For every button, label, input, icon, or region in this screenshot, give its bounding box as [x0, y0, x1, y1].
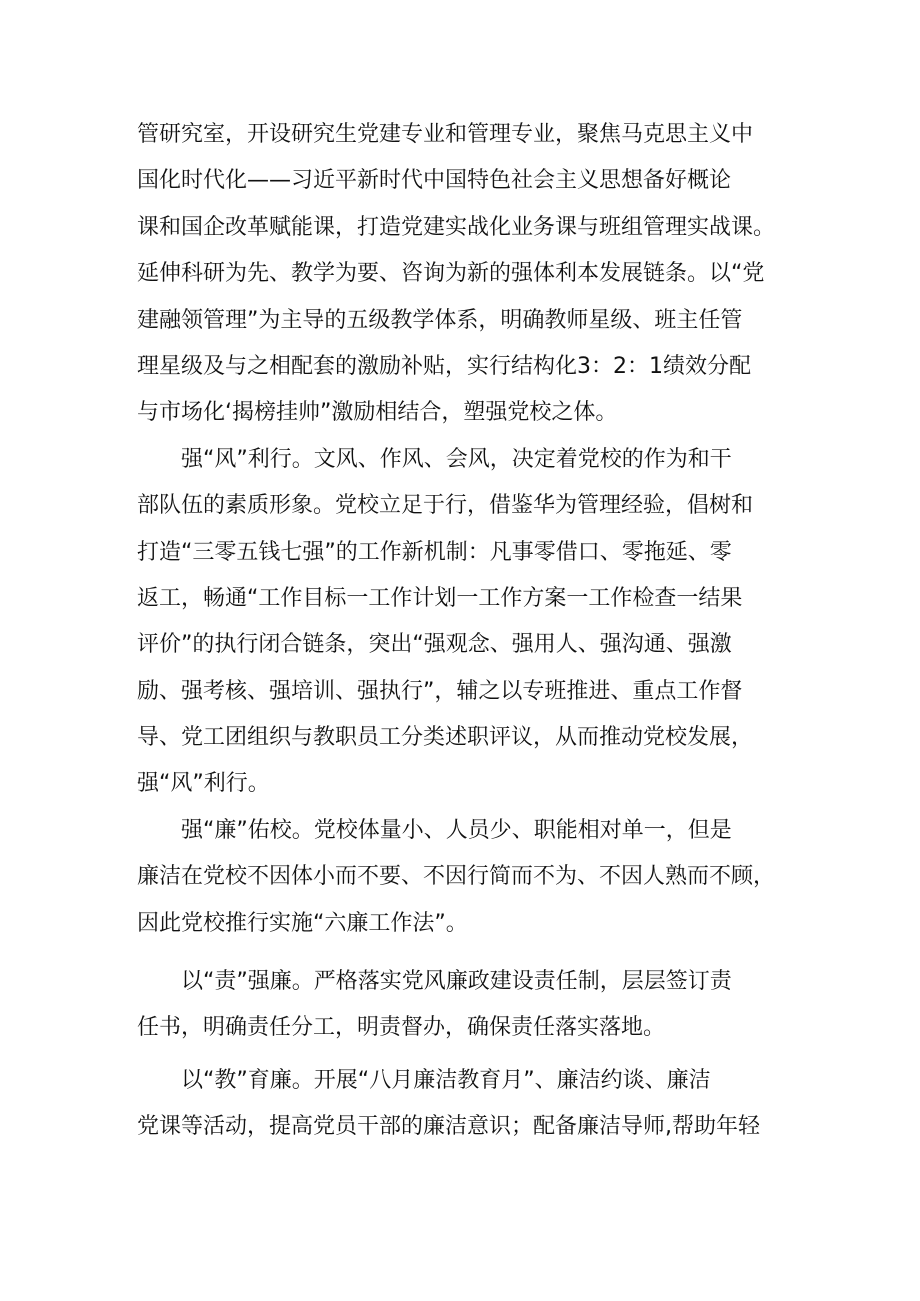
text-line: 导、党工团组织与教职员工分类述职评议，从而推动党校发展， [137, 725, 754, 751]
text-line: 延伸科研为先、教学为要、咨询为新的强体利本发展链条。以“党 [137, 261, 765, 287]
text-line: 党课等活动，提高党员干部的廉洁意识；配备廉洁导师,帮助年轻 [137, 1114, 760, 1140]
paragraph-4 [137, 959, 797, 1052]
text-line: 强“廉”佑校。党校体量小、人员少、职能相对单一，但是 [137, 817, 732, 843]
text-line: 国化时代化——习近平新时代中国特色社会主义思想备好概论 [137, 168, 732, 194]
paragraph-2 [137, 437, 797, 808]
text-line: 廉洁在党校不因体小而不要、不因行简而不为、不因人熟而不顾， [137, 864, 776, 890]
text-line: 任书，明确责任分工，明责督办，确保责任落实落地。 [137, 1015, 666, 1041]
paragraph-5 [137, 1058, 797, 1151]
text-line: 强“风”利行。 [137, 771, 270, 797]
document-page [137, 112, 797, 1151]
text-line: 课和国企改革赋能课，打造党建实战化业务课与班组管理实战课。 [137, 214, 776, 240]
text-line: 理星级及与之相配套的激励补贴，实行结构化3：2：1绩效分配 [137, 353, 751, 379]
text-line: 与市场化‘揭榜挂帅”激励相结合，塑强党校之体。 [137, 400, 618, 426]
text-line: 建融领管理”为主导的五级教学体系，明确教师星级、班主任管 [137, 307, 743, 333]
text-line: 打造“三零五钱七强”的工作新机制：凡事零借口、零拖延、零 [137, 539, 732, 565]
paragraph-3 [137, 808, 797, 947]
text-line: 评价”的执行闭合链条，突出“强观念、强用人、强沟通、强激 [137, 632, 732, 658]
text-line: 因此党校推行实施“六廉工作法”。 [137, 910, 468, 936]
paragraph-gap [137, 947, 797, 959]
text-line: 返工，畅通“工作目标一工作计划一工作方案一工作检查一结果 [137, 585, 743, 611]
text-line: 以“责”强廉。严格落实党风廉政建设责任制，层层签订责 [137, 969, 732, 995]
text-line: 部队伍的素质形象。党校立足于行，借鉴华为管理经验，倡树和 [137, 493, 754, 519]
text-line: 励、强考核、强培训、强执行”，辅之以专班推进、重点工作督 [137, 678, 743, 704]
paragraph-1 [137, 112, 797, 437]
text-line: 管研究室，开设研究生党建专业和管理专业，聚焦马克思主义中 [137, 122, 754, 147]
text-line: 以“教”育廉。开展“八月廉洁教育月”、廉洁约谈、廉洁 [137, 1067, 711, 1093]
text-line: 强“风”利行。文风、作风、会风，决定着党校的作为和干 [137, 446, 732, 472]
